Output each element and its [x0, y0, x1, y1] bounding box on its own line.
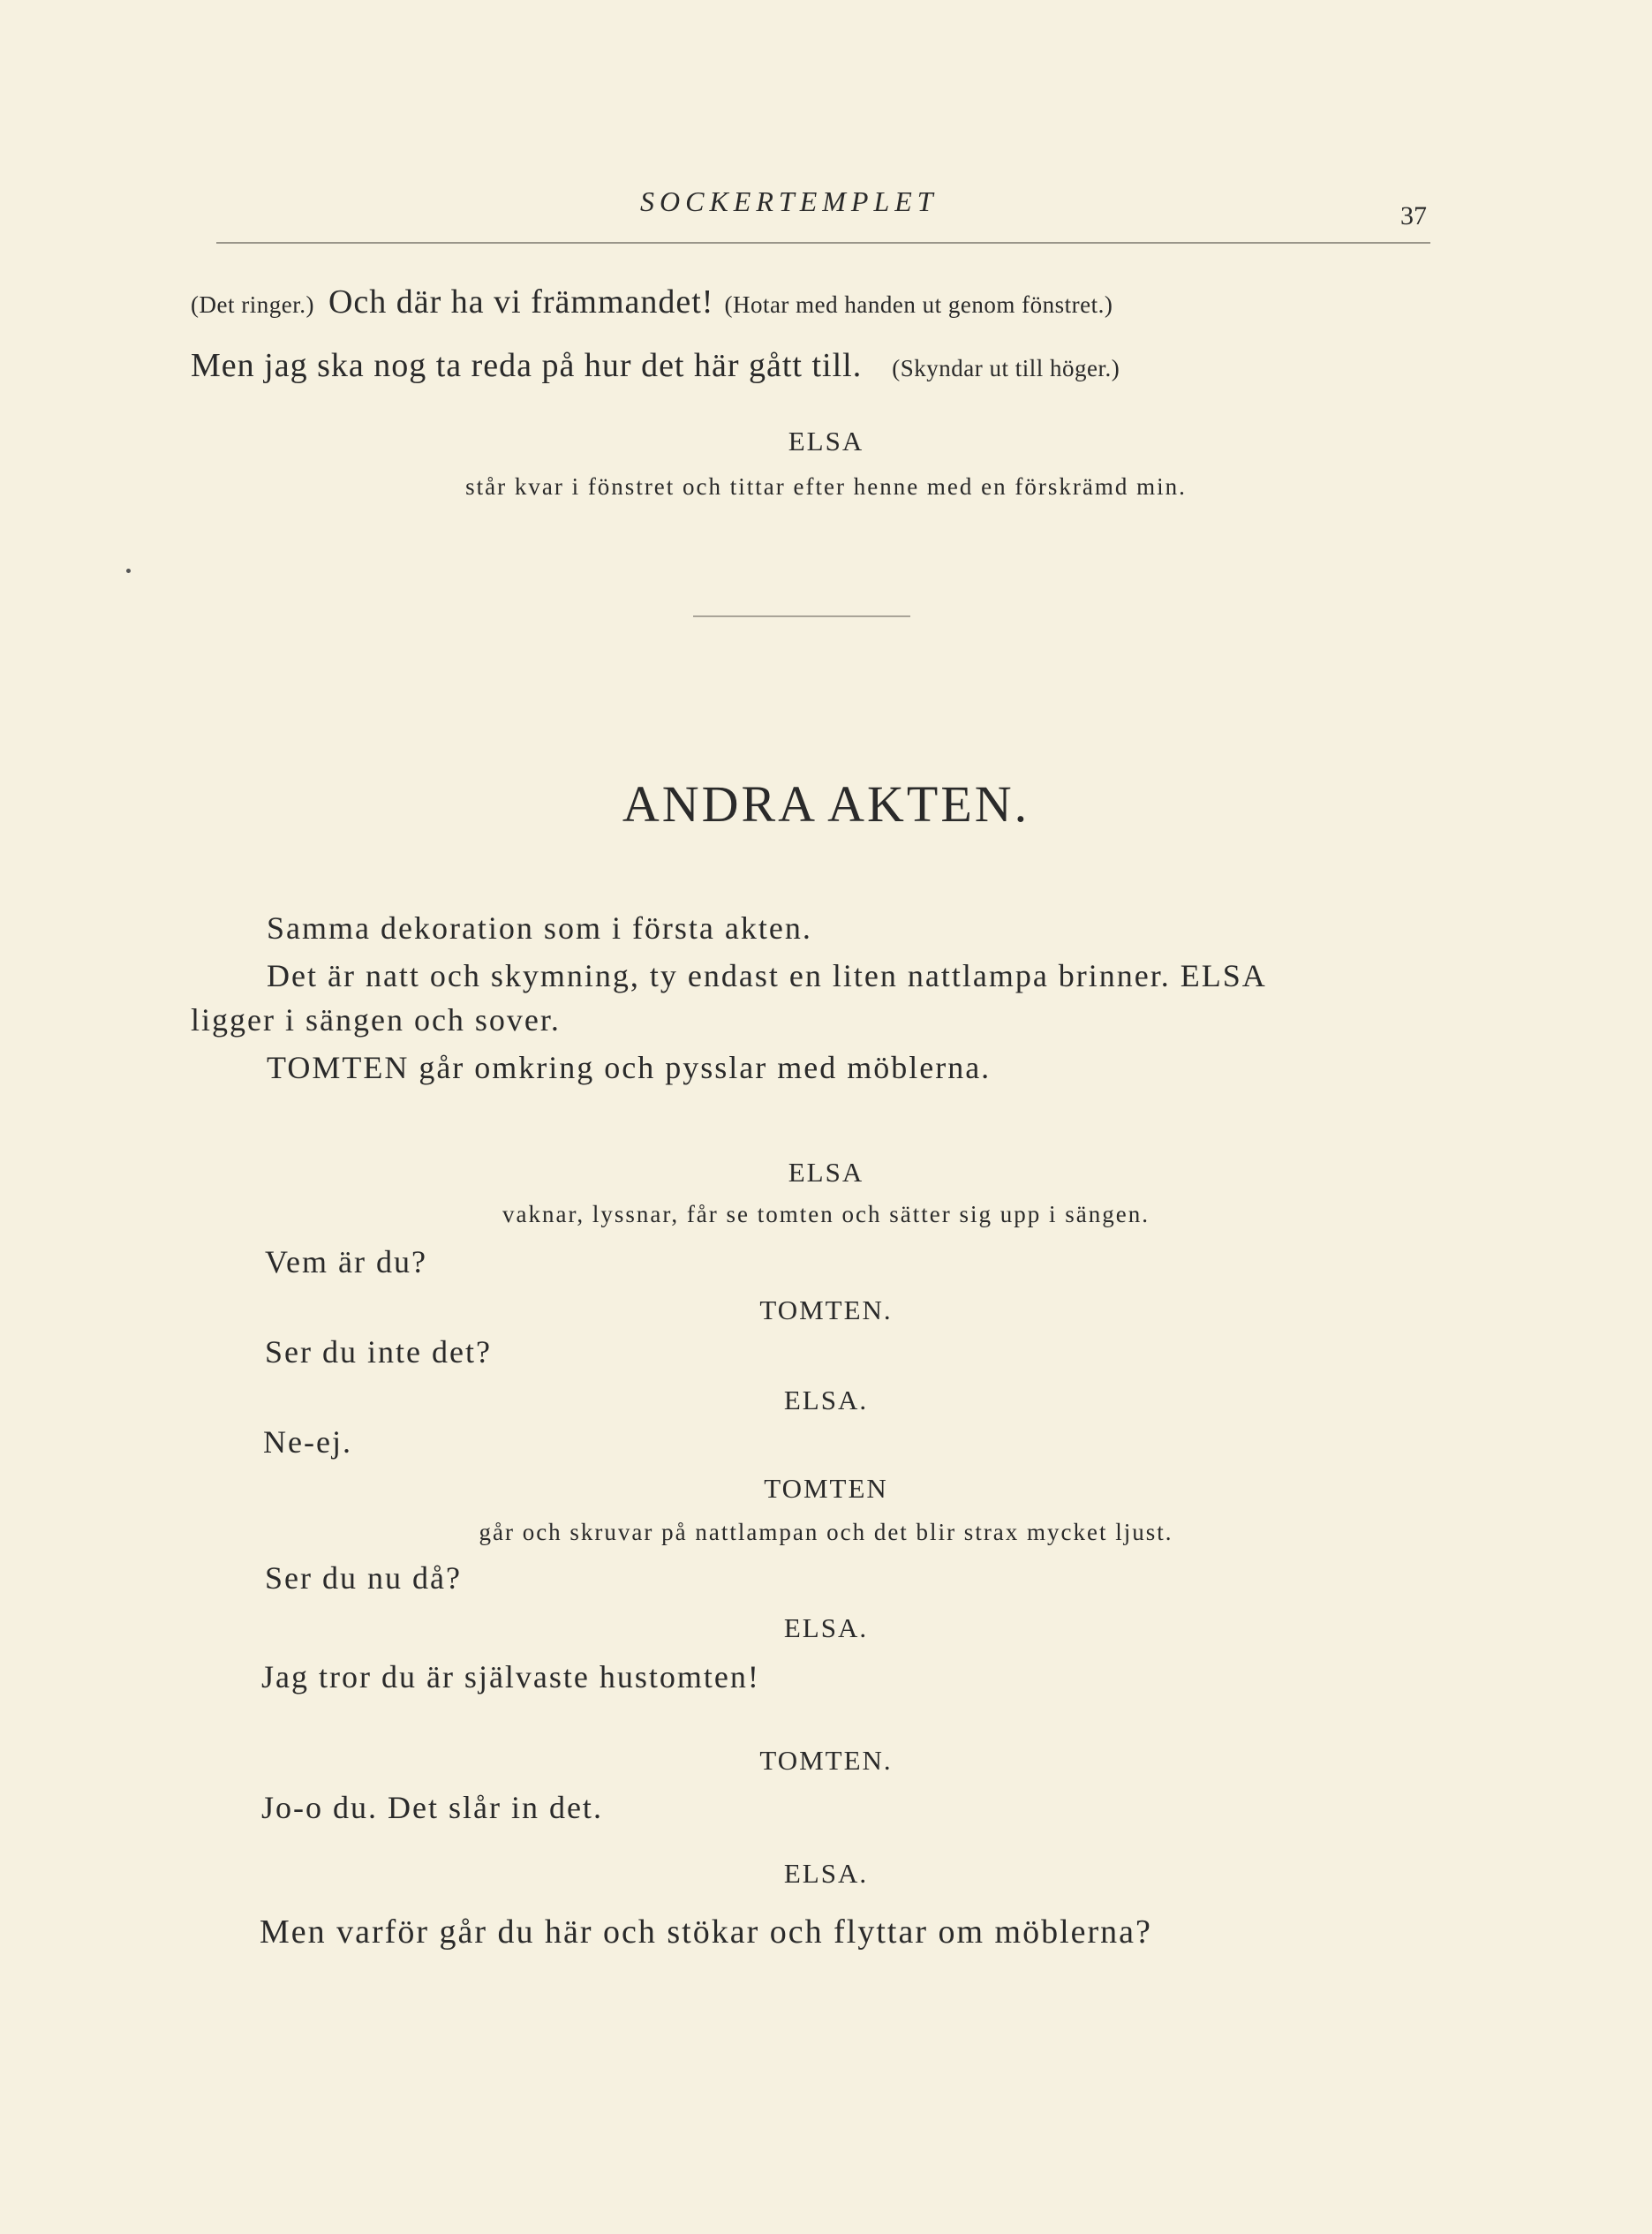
dialogue-text: Jo-o du. Det slår in det. [261, 1790, 603, 1825]
stage-direction: (Skyndar ut till höger.) [892, 355, 1120, 381]
dialogue-text: Vem är du? [265, 1244, 427, 1279]
speaker-name: TOMTEN. [759, 1745, 893, 1776]
stage-direction: står kvar i fönstret och tittar efter henne med en förskrämd min. [465, 473, 1187, 500]
dialogue-text: Men jag ska nog ta reda på hur det här gått till. [191, 347, 863, 384]
dialogue-text: Men varför går du här och stökar och flyttar om möblerna? [260, 1913, 1152, 1951]
speaker-name: ELSA. [783, 1858, 869, 1889]
setting-line: Samma dekoration som i första akten. [267, 910, 812, 946]
setting-line: TOMTEN går omkring och pysslar med möblerna. [267, 1050, 992, 1085]
page-speck [126, 569, 131, 573]
stage-direction: (Det ringer.) [191, 291, 314, 318]
opening-line-1 [191, 283, 1113, 321]
dialogue-text: Ne-ej. [263, 1424, 352, 1460]
running-title: SOCKERTEMPLET [640, 185, 939, 217]
speaker-name: ELSA [788, 426, 864, 457]
dialogue-text: Och där ha vi främmandet! [328, 283, 714, 321]
setting-line: ligger i sängen och sover. [191, 1002, 561, 1038]
speaker-name: ELSA. [783, 1612, 869, 1643]
dialogue-text: Ser du inte det? [265, 1334, 492, 1370]
scene-divider [693, 615, 910, 617]
act-title: ANDRA AKTEN. [622, 775, 1030, 833]
stage-direction: vaknar, lyssnar, får se tomten och sätter sig upp i sängen. [502, 1201, 1150, 1227]
speaker-name: TOMTEN [764, 1473, 888, 1504]
page-number: 37 [1400, 201, 1427, 230]
header-rule [216, 242, 1430, 244]
opening-line-2 [191, 346, 1120, 385]
speaker-name: TOMTEN. [759, 1294, 893, 1325]
stage-direction: (Hotar med handen ut genom fönstret.) [724, 291, 1113, 318]
speaker-name: ELSA [788, 1157, 864, 1188]
setting-line: Det är natt och skymning, ty endast en liten nattlampa brinner. ELSA [267, 958, 1267, 993]
stage-direction: går och skruvar på nattlampan och det blir strax mycket ljust. [479, 1519, 1173, 1545]
speaker-name: ELSA. [783, 1385, 869, 1415]
dialogue-text: Jag tror du är självaste hustomten! [261, 1659, 760, 1694]
dialogue-text: Ser du nu då? [265, 1560, 462, 1596]
